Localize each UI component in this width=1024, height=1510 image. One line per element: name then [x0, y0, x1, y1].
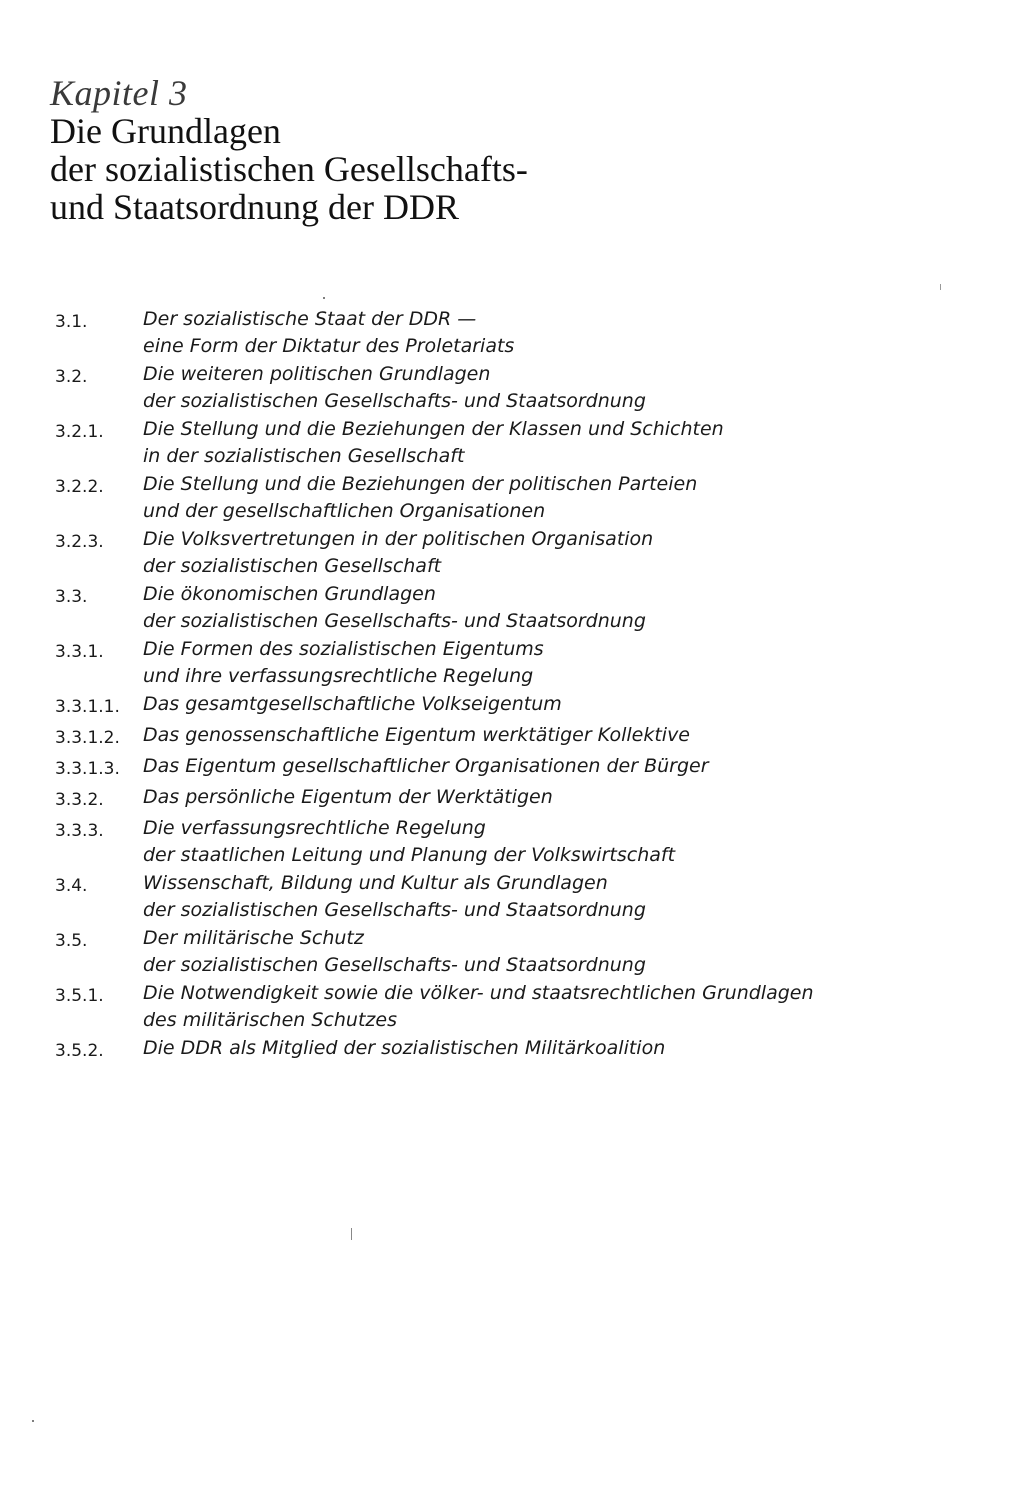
scan-speck — [32, 1420, 34, 1422]
toc-entry-number: 3.2.3. — [55, 532, 104, 552]
toc-entry — [55, 980, 915, 1034]
toc-entry-text — [143, 815, 675, 869]
toc-entry-number: 3.3.1.2. — [55, 728, 120, 748]
toc-entry — [55, 471, 915, 525]
toc-entry — [55, 925, 915, 979]
toc-entry-number: 3.2.1. — [55, 422, 104, 442]
toc-entry-line: Der militärische Schutz — [143, 927, 364, 949]
toc-entry-line: Der sozialistische Staat der DDR — — [143, 308, 477, 330]
toc-entry-text — [143, 361, 646, 415]
chapter-title-line: Die Grundlagen — [50, 111, 281, 151]
toc-entry — [55, 306, 915, 360]
toc-entry-line: Die DDR als Mitglied der sozialistischen Militärkoalition — [143, 1037, 666, 1059]
toc-entry-number: 3.3.1.1. — [55, 697, 120, 717]
toc-entry-text — [143, 691, 562, 718]
toc-entry-line: Die verfassungsrechtliche Regelung — [143, 817, 486, 839]
toc-entry-line: Die ökonomischen Grundlagen — [143, 583, 436, 605]
toc-entry-text — [143, 722, 690, 749]
toc-entry-line: Das persönliche Eigentum der Werktätigen — [143, 786, 553, 808]
toc-entry — [55, 784, 915, 814]
toc-entry-line: der sozialistischen Gesellschafts- und Staatsordnung — [143, 390, 646, 412]
toc-entry-line: Das gesamtgesellschaftliche Volkseigentum — [143, 693, 562, 715]
toc-entry-text — [143, 581, 646, 635]
scan-speck — [351, 1228, 352, 1240]
toc-entry-number: 3.1. — [55, 312, 88, 332]
toc-entry-number: 3.5.2. — [55, 1041, 104, 1061]
toc-entry-number: 3.3. — [55, 587, 88, 607]
toc-entry — [55, 691, 915, 721]
toc-entry-text — [143, 1035, 665, 1062]
toc-entry-number: 3.5.1. — [55, 986, 104, 1006]
toc-entry-line: und der gesellschaftlichen Organisationen — [143, 500, 546, 522]
toc-entry-line: Die Volksvertretungen in der politischen Organisation — [143, 528, 654, 550]
toc-entry-line: der sozialistischen Gesellschaft — [143, 555, 442, 577]
toc-entry-text — [143, 784, 553, 811]
toc-entry-number: 3.3.1.3. — [55, 759, 120, 779]
chapter-title-line: und Staatsordnung der DDR — [50, 187, 459, 227]
toc-entry-line: in der sozialistischen Gesellschaft — [143, 445, 465, 467]
scan-speck — [940, 284, 941, 290]
toc-entry-number: 3.4. — [55, 876, 88, 896]
toc-entry-text — [143, 870, 646, 924]
toc-entry-number: 3.3.2. — [55, 790, 104, 810]
toc-entry-text — [143, 471, 697, 525]
toc-entry-text — [143, 416, 724, 470]
toc-entry — [55, 1035, 915, 1065]
toc-entry-text — [143, 306, 514, 360]
toc-entry-text — [143, 753, 709, 780]
toc-entry-line: Das Eigentum gesellschaftlicher Organisationen der Bürger — [143, 755, 709, 777]
toc-entry-text — [143, 636, 544, 690]
toc-entry-line: Die weiteren politischen Grundlagen — [143, 363, 491, 385]
chapter-title — [50, 112, 528, 226]
toc-entry-line: Das genossenschaftliche Eigentum werktätiger Kollektive — [143, 724, 691, 746]
toc-entry-number: 3.3.1. — [55, 642, 104, 662]
toc-entry — [55, 722, 915, 752]
toc-entry-number: 3.5. — [55, 931, 88, 951]
toc-entry-line: Wissenschaft, Bildung und Kultur als Grundlagen — [143, 872, 608, 894]
toc-entry-text — [143, 526, 653, 580]
toc-entry — [55, 416, 915, 470]
toc-entry — [55, 753, 915, 783]
chapter-kicker: Kapitel 3 — [50, 73, 188, 113]
toc-entry-number: 3.2. — [55, 367, 88, 387]
toc-entry-line: Die Stellung und die Beziehungen der politischen Parteien — [143, 473, 698, 495]
toc-entry-number: 3.3.3. — [55, 821, 104, 841]
toc-entry-line: eine Form der Diktatur des Proletariats — [143, 335, 515, 357]
toc-entry — [55, 361, 915, 415]
toc-entry-text — [143, 980, 814, 1034]
toc-entry — [55, 526, 915, 580]
table-of-contents — [55, 306, 915, 1066]
toc-entry-number: 3.2.2. — [55, 477, 104, 497]
toc-entry-line: Die Notwendigkeit sowie die völker- und staatsrechtlichen Grundlagen — [143, 982, 814, 1004]
toc-entry-line: Die Stellung und die Beziehungen der Klassen und Schichten — [143, 418, 724, 440]
chapter-title-line: der sozialistischen Gesellschafts- — [50, 149, 528, 189]
toc-entry-line: der sozialistischen Gesellschafts- und Staatsordnung — [143, 954, 646, 976]
toc-entry-line: der sozialistischen Gesellschafts- und Staatsordnung — [143, 899, 646, 921]
toc-entry-line: des militärischen Schutzes — [143, 1009, 397, 1031]
toc-entry-line: und ihre verfassungsrechtliche Regelung — [143, 665, 534, 687]
toc-entry-line: der sozialistischen Gesellschafts- und Staatsordnung — [143, 610, 646, 632]
toc-entry — [55, 581, 915, 635]
scan-speck — [323, 297, 325, 299]
toc-entry — [55, 815, 915, 869]
toc-entry-text — [143, 925, 646, 979]
toc-entry — [55, 870, 915, 924]
toc-entry-line: Die Formen des sozialistischen Eigentums — [143, 638, 544, 660]
toc-entry — [55, 636, 915, 690]
toc-entry-line: der staatlichen Leitung und Planung der Volkswirtschaft — [143, 844, 676, 866]
